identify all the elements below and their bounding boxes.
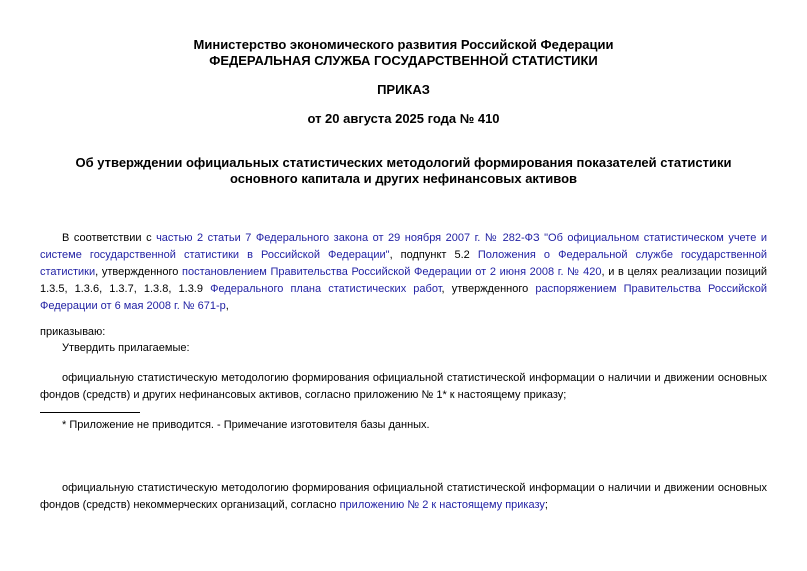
document-type: ПРИКАЗ (377, 82, 430, 97)
service-name: ФЕДЕРАЛЬНАЯ СЛУЖБА ГОСУДАРСТВЕННОЙ СТАТИСТИКИ (209, 53, 598, 68)
document-date-number: от 20 августа 2025 года № 410 (307, 111, 500, 126)
regulation-link[interactable]: Положения о Федеральной службе государственной статистики (40, 249, 767, 278)
federal-law-link[interactable]: частью 2 статьи 7 Федерального закона от 29 ноября 2007 г. № 282-ФЗ "Об официальном статистическом учете и системе государственной статистики в Российской Федерации" (40, 232, 767, 261)
ministry-name: Министерство экономического развития Российской Федерации (193, 37, 614, 52)
government-order-link[interactable]: распоряжением Правительства Российской Федерации от 6 мая 2008 г. № 671-р (40, 283, 768, 312)
preamble-text-3: , утвержденного (95, 266, 183, 278)
appendix-1-item: официальную статистическую методологию формирования официальной статистической информации о наличии и движении основных фондов (средств) и других нефинансовых активов, согласно приложению № 1* к настоящему приказу; (40, 372, 767, 401)
appendix-2-text: официальную статистическую методологию формирования официальной статистической информации о наличии и движении основных фондов (средств) некоммерческих организаций, согласно (40, 482, 767, 511)
appendix-2-link[interactable]: приложению № 2 к настоящему приказу (339, 499, 545, 511)
footnote-divider (40, 412, 140, 413)
order-word: приказываю: (40, 326, 106, 338)
appendix-2-end: ; (544, 499, 548, 511)
preamble-paragraph (40, 230, 767, 315)
footnote-text: * Приложение не приводится. - Примечание изготовителя базы данных. (62, 419, 430, 431)
preamble-text-1: В соответствии с (62, 232, 157, 244)
approve-text: Утвердить прилагаемые: (62, 342, 190, 354)
preamble-text-2: , подпункт 5.2 (389, 249, 478, 261)
document-title-line-2: основного капитала и других нефинансовых активов (229, 171, 578, 186)
preamble-text-4: , и в целях реализации позиций 1.3.5, 1.3.6, 1.3.7, 1.3.8, 1.3.9 (40, 266, 768, 295)
government-decree-link[interactable]: постановлением Правительства Российской Федерации от 2 июня 2008 г. № 420 (182, 266, 602, 278)
preamble-text-5: , утвержденного (441, 283, 536, 295)
appendix-2-item (40, 480, 767, 514)
statistical-plan-link[interactable]: Федерального плана статистических работ (210, 283, 442, 295)
document-title-line-1: Об утверждении официальных статистических методологий формирования показателей статистики (75, 155, 732, 170)
preamble-text-6: , (225, 300, 229, 312)
